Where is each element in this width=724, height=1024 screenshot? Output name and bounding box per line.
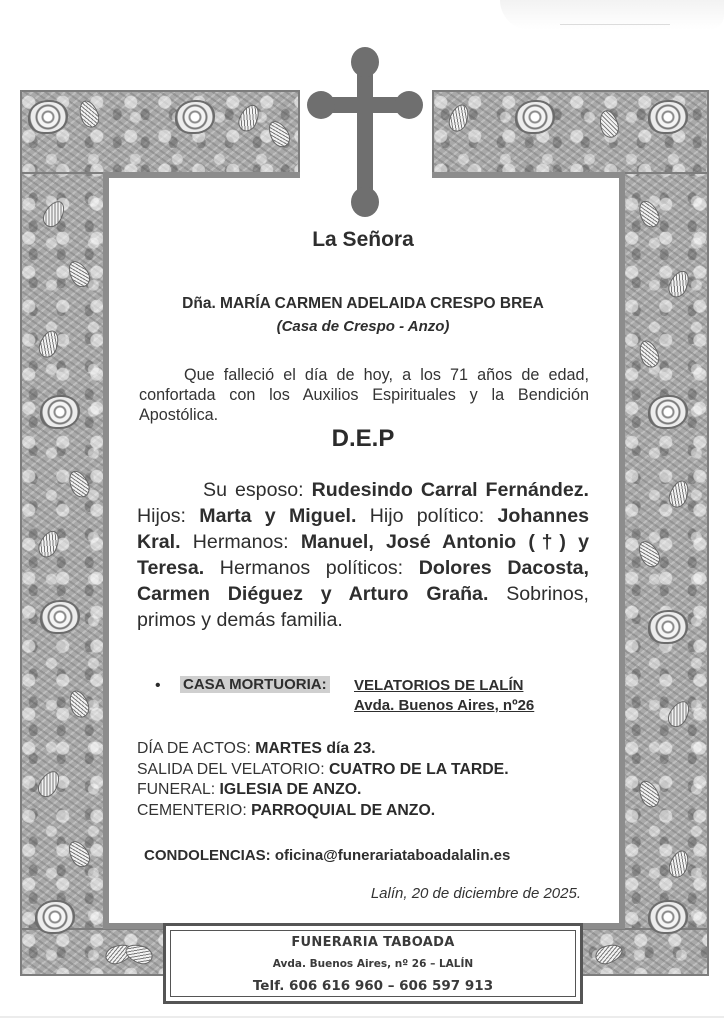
cemetery-label: CEMENTERIO: — [137, 801, 252, 819]
mortuary-address: Avda. Buenos Aires, nº26 — [354, 697, 535, 714]
scan-smudge — [500, 0, 724, 30]
siblings-names: Manuel, José Antonio (†) y Teresa. — [137, 531, 589, 579]
rose-icon — [40, 600, 80, 634]
spouse-label: Su esposo: — [203, 479, 312, 501]
funeral-value: IGLESIA DE ANZO. — [219, 781, 362, 798]
dep-heading: D.E.P — [331, 425, 395, 452]
rose-icon — [648, 395, 688, 429]
funeral-label: FUNERAL: — [137, 781, 220, 798]
rose-icon — [648, 610, 688, 644]
siblings-in-law-label: Hermanos políticos: — [204, 557, 419, 579]
notice-title: La Señora — [312, 228, 414, 251]
deceased-house: (Casa de Crespo - Anzo) — [276, 318, 450, 335]
mortuary-place: VELATORIOS DE LALÍN — [354, 677, 524, 694]
rose-icon — [40, 395, 80, 429]
floral-border-right — [623, 90, 709, 976]
rose-icon — [175, 100, 215, 134]
rose-icon — [648, 100, 688, 134]
children-names: Marta y Miguel. — [199, 505, 357, 527]
wake-departure-row — [137, 760, 589, 781]
scan-edge — [0, 1016, 724, 1018]
funeral-home-phones: Telf. 606 616 960 – 606 597 913 — [252, 978, 494, 994]
funeral-row — [137, 780, 589, 801]
cross-icon — [307, 45, 423, 217]
acts-day-label: DÍA DE ACTOS: — [137, 740, 256, 757]
cemetery-value: PARROQUIAL DE ANZO. — [251, 801, 436, 819]
wake-departure-value: CUATRO DE LA TARDE. — [328, 760, 509, 778]
condolences-email: CONDOLENCIAS: oficina@funerariataboadalalin.es — [144, 847, 511, 864]
floral-border-top-left — [20, 90, 300, 174]
acts-day-row — [137, 739, 589, 760]
dateline: Lalín, 20 de diciembre de 2025. — [370, 885, 581, 902]
bullet-icon: • — [155, 677, 161, 694]
funeral-home-box — [163, 923, 583, 1004]
rose-icon — [648, 900, 688, 934]
family-list — [137, 477, 589, 633]
funeral-home-address: Avda. Buenos Aires, nº 26 – LALÍN — [272, 958, 474, 970]
deceased-name: Dña. MARÍA CARMEN ADELAIDA CRESPO BREA — [182, 295, 544, 312]
funeral-acts — [137, 739, 589, 821]
siblings-in-law-names: Dolores Dacosta, Carmen Diéguez y Arturo Graña. — [137, 557, 589, 605]
funeral-home-name: FUNERARIA TABOADA — [291, 935, 455, 950]
rose-icon — [35, 900, 75, 934]
children-label: Hijos: — [137, 505, 200, 527]
acts-day-value: MARTES día 23. — [255, 740, 376, 757]
siblings-label: Hermanos: — [180, 531, 301, 553]
floral-border-left — [20, 90, 105, 976]
cemetery-row — [137, 801, 589, 822]
other-relatives: Sobrinos, primos y demás familia. — [137, 583, 589, 631]
rose-icon — [515, 100, 555, 134]
wake-departure-label: SALIDA DEL VELATORIO: — [137, 760, 329, 778]
son-in-law-label: Hijo político: — [356, 505, 498, 527]
rose-icon — [28, 100, 68, 134]
scan-artifact-line — [560, 24, 670, 25]
mortuary-label: CASA MORTUORIA: — [180, 676, 330, 693]
passing-statement — [139, 365, 589, 425]
son-in-law-name: Johannes Kral. — [137, 505, 589, 553]
passing-text: Que falleció el día de hoy, a los 71 años de edad, confortada con los Auxilios Espirituales y la Bendición Apostólica. — [139, 366, 589, 424]
spouse-name: Rudesindo Carral Fernández. — [311, 479, 589, 501]
